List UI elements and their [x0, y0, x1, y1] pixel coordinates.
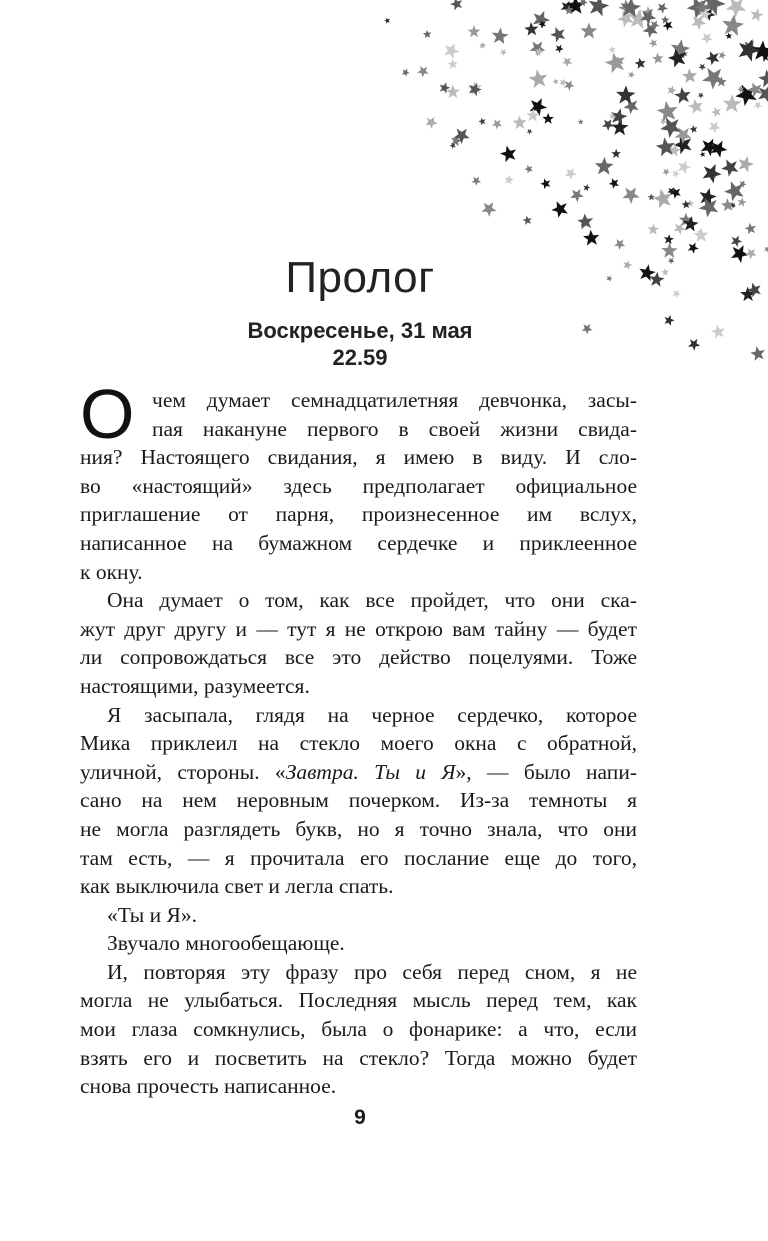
star-shape	[530, 98, 548, 116]
star-shape	[711, 141, 728, 158]
star-shape	[612, 119, 629, 136]
body-text	[80, 375, 637, 1101]
star-shape	[660, 117, 681, 138]
star-shape	[657, 3, 668, 14]
star-shape	[650, 20, 660, 30]
text-line: Мика приклеил на стекло моего окна с обратной,	[80, 731, 637, 756]
star-shape	[608, 46, 616, 54]
star-shape	[721, 198, 735, 211]
star-shape	[643, 23, 658, 38]
star-shape	[417, 66, 429, 78]
star-shape	[683, 216, 699, 231]
star-shape	[703, 0, 726, 16]
star-shape	[745, 223, 757, 235]
star-shape	[674, 87, 691, 104]
star-shape	[703, 164, 722, 183]
star-shape	[700, 188, 717, 206]
star-shape	[726, 0, 747, 17]
star-shape	[635, 58, 646, 69]
star-shape	[578, 119, 584, 125]
star-shape	[674, 223, 686, 235]
star-shape	[468, 25, 481, 37]
star-shape	[551, 201, 567, 218]
star-shape	[492, 119, 502, 129]
text-line: мои глаза сомкнулись, была о фонарике: а что, если	[80, 1017, 637, 1042]
star-shape	[743, 40, 758, 55]
star-shape	[605, 52, 625, 73]
star-shape	[555, 45, 564, 54]
star-shape	[672, 170, 680, 178]
star-shape	[721, 159, 738, 176]
star-shape	[731, 236, 742, 248]
star-shape	[708, 121, 720, 133]
star-shape	[628, 71, 635, 78]
text-line: снова прочесть написанное.	[80, 1074, 337, 1099]
text-line: сано на нем неровным почерком. Из-за темноты я	[80, 788, 637, 813]
star-shape	[611, 149, 621, 158]
star-shape	[740, 287, 755, 302]
star-shape	[688, 99, 703, 114]
star-shape	[656, 137, 675, 156]
star-shape	[691, 15, 707, 30]
star-shape	[699, 198, 719, 218]
star-shape	[448, 59, 458, 69]
star-shape	[670, 187, 681, 198]
star-shape	[468, 81, 483, 96]
star-shape	[698, 93, 705, 99]
star-shape	[702, 68, 724, 90]
star-shape	[679, 213, 693, 226]
star-shape	[699, 64, 707, 71]
star-shape	[524, 165, 533, 174]
star-shape	[711, 107, 721, 118]
star-shape	[538, 20, 546, 28]
chapter-time: 22.59	[332, 345, 388, 370]
star-shape	[469, 83, 482, 97]
star-shape	[444, 43, 460, 59]
star-shape	[668, 144, 681, 157]
text-line: пая накануне первого в своей жизни свида-	[152, 416, 637, 441]
star-shape	[662, 169, 670, 176]
star-shape	[735, 85, 756, 107]
star-shape	[526, 109, 540, 122]
star-shape	[719, 51, 727, 59]
star-shape	[450, 0, 462, 10]
text-line: там есть, — я прочитала его послание еще до того,	[80, 845, 637, 870]
text-line: во «настоящий» здесь предполагает официальное	[80, 473, 637, 498]
star-shape	[656, 57, 662, 63]
star-shape	[564, 80, 575, 90]
star-shape	[657, 101, 678, 122]
star-shape	[694, 0, 710, 16]
text-line: ния? Настоящего свидания, я имею в виду. И сло-	[80, 445, 637, 470]
text-line: Она думает о том, как все пройдет, что они ска-	[107, 588, 637, 613]
star-shape	[674, 189, 680, 195]
star-shape	[504, 175, 514, 185]
star-shape	[682, 200, 691, 209]
star-shape	[649, 39, 658, 48]
star-shape	[617, 10, 634, 27]
star-shape	[737, 86, 744, 93]
star-shape	[451, 135, 462, 146]
star-shape	[700, 151, 706, 157]
star-shape	[660, 118, 667, 125]
star-shape	[699, 8, 712, 21]
star-shape	[757, 44, 768, 62]
text-line: ли сопровождаться все это действо поцелуями. Тоже	[80, 645, 637, 670]
star-shape	[723, 94, 742, 112]
star-shape	[577, 213, 593, 229]
star-shape	[614, 239, 625, 250]
star-shape	[621, 0, 642, 17]
star-shape	[561, 1, 573, 13]
star-shape	[724, 181, 744, 201]
drop-cap: О	[80, 375, 135, 453]
star-shape	[758, 69, 768, 87]
chapter-date: Воскресенье, 31 мая	[247, 318, 473, 343]
star-shape	[500, 146, 516, 163]
star-shape	[481, 202, 496, 217]
star-shape	[553, 79, 559, 85]
text-line: Я засыпала, глядя на черное сердечко, которое	[107, 702, 637, 727]
star-shape	[640, 9, 656, 25]
star-shape	[622, 187, 639, 204]
star-shape	[560, 79, 568, 87]
star-shape	[754, 101, 763, 109]
star-shape	[745, 248, 756, 259]
star-shape	[602, 119, 614, 131]
star-shape	[472, 177, 482, 186]
star-shape	[618, 0, 635, 16]
text-line: могла не улыбаться. Последняя мысль перед тем, как	[80, 988, 637, 1013]
star-shape	[731, 245, 749, 263]
star-shape	[595, 157, 614, 175]
star-shape	[648, 193, 655, 200]
star-shape	[673, 135, 691, 154]
star-shape	[500, 49, 507, 56]
text-line: Звучало многообещающе.	[107, 931, 345, 956]
star-shape	[533, 11, 550, 29]
star-shape	[667, 86, 676, 96]
star-shape	[701, 33, 713, 44]
star-shape	[701, 139, 719, 157]
star-shape	[706, 51, 720, 65]
star-shape	[454, 129, 470, 145]
star-shape	[402, 69, 410, 77]
text-line: жут друг другу и — тут я не открою вам тайну — будет	[80, 616, 637, 641]
star-shape	[423, 30, 432, 39]
text-fragment: », — было напи-	[455, 759, 637, 784]
star-shape	[703, 8, 716, 21]
star-shape	[566, 0, 585, 14]
star-shape	[624, 99, 639, 114]
text-line: взять его и посветить на стекло? Тогда можно будет	[80, 1045, 637, 1070]
star-shape	[580, 23, 597, 39]
text-line: «Ты и Я».	[107, 902, 197, 927]
italic-quote: Завтра. Ты и Я	[285, 759, 456, 784]
star-shape	[739, 180, 747, 188]
star-shape	[739, 156, 755, 172]
star-shape	[492, 27, 509, 44]
star-shape	[540, 179, 550, 190]
star-shape	[653, 189, 672, 209]
star-shape	[667, 187, 675, 195]
star-shape	[675, 128, 692, 145]
star-shape	[747, 82, 762, 97]
star-shape	[752, 40, 768, 60]
text-line: И, повторяя эту фразу про себя перед сном, я не	[107, 959, 637, 984]
star-shape	[629, 9, 649, 29]
star-shape	[524, 22, 538, 36]
star-shape	[694, 227, 709, 242]
star-shape	[530, 41, 546, 56]
star-shape	[697, 229, 703, 235]
star-shape	[750, 346, 765, 361]
page-number: 9	[354, 1106, 366, 1129]
star-shape	[589, 0, 609, 16]
star-shape	[579, 217, 589, 227]
star-shape	[446, 85, 460, 99]
star-shape	[529, 69, 548, 88]
star-shape	[681, 51, 688, 57]
star-shape	[570, 189, 584, 202]
text-line: приглашение от парня, произнесенное им вслух,	[80, 502, 637, 527]
star-shape	[682, 68, 697, 83]
star-shape	[564, 5, 574, 15]
star-shape	[751, 8, 764, 21]
star-shape	[479, 42, 486, 49]
star-shape	[652, 53, 664, 64]
star-shape	[686, 199, 694, 207]
star-shape	[722, 14, 744, 36]
text-line: как выключила свет и легла спать.	[80, 874, 394, 899]
star-shape	[648, 224, 660, 235]
star-shape	[615, 57, 624, 66]
star-shape	[716, 76, 727, 86]
star-shape	[523, 216, 532, 225]
star-shape	[661, 16, 670, 24]
star-shape	[583, 184, 590, 191]
text-line: чем думает семнадцатилетняя девчонка, засы-	[152, 388, 637, 412]
star-shape	[663, 20, 673, 30]
star-shape	[527, 129, 533, 135]
text-fragment: уличной, стороны. «	[80, 759, 286, 784]
star-shape	[512, 115, 526, 129]
star-shape	[725, 33, 732, 40]
star-shape	[609, 178, 619, 189]
star-shape	[478, 118, 485, 126]
star-shape	[687, 0, 709, 19]
star-shape	[610, 113, 617, 120]
star-shape	[583, 230, 599, 246]
star-shape	[710, 171, 717, 178]
star-shape	[730, 203, 736, 209]
star-shape	[747, 283, 761, 297]
star-shape	[671, 39, 690, 58]
star-shape	[764, 246, 768, 252]
star-shape	[739, 39, 761, 62]
star-shape	[440, 82, 451, 93]
star-shape	[565, 168, 577, 180]
star-shape	[668, 49, 686, 68]
star-shape	[562, 57, 572, 67]
chapter-title: Пролог	[285, 253, 435, 302]
star-shape	[611, 108, 627, 125]
star-shape	[550, 27, 565, 43]
star-shape	[535, 47, 544, 56]
star-shape	[616, 85, 635, 104]
star-shape	[690, 125, 698, 133]
star-shape	[425, 117, 437, 129]
star-shape	[643, 6, 653, 17]
star-shape	[384, 18, 390, 24]
star-shape	[580, 0, 588, 7]
star-shape	[542, 113, 554, 124]
star-shape	[678, 160, 691, 174]
text-line: написанное на бумажном сердечке и приклеенное	[80, 530, 637, 555]
star-shape	[664, 234, 674, 244]
text-line: настоящими, разумеется.	[80, 673, 310, 698]
text-line: не могла разглядеть букв, но я точно знала, что они	[80, 816, 637, 841]
star-shape	[450, 142, 457, 149]
text-line: к окну.	[80, 559, 143, 584]
text-line-mixed	[80, 758, 637, 787]
star-shape	[758, 85, 768, 104]
star-shape	[738, 198, 747, 207]
